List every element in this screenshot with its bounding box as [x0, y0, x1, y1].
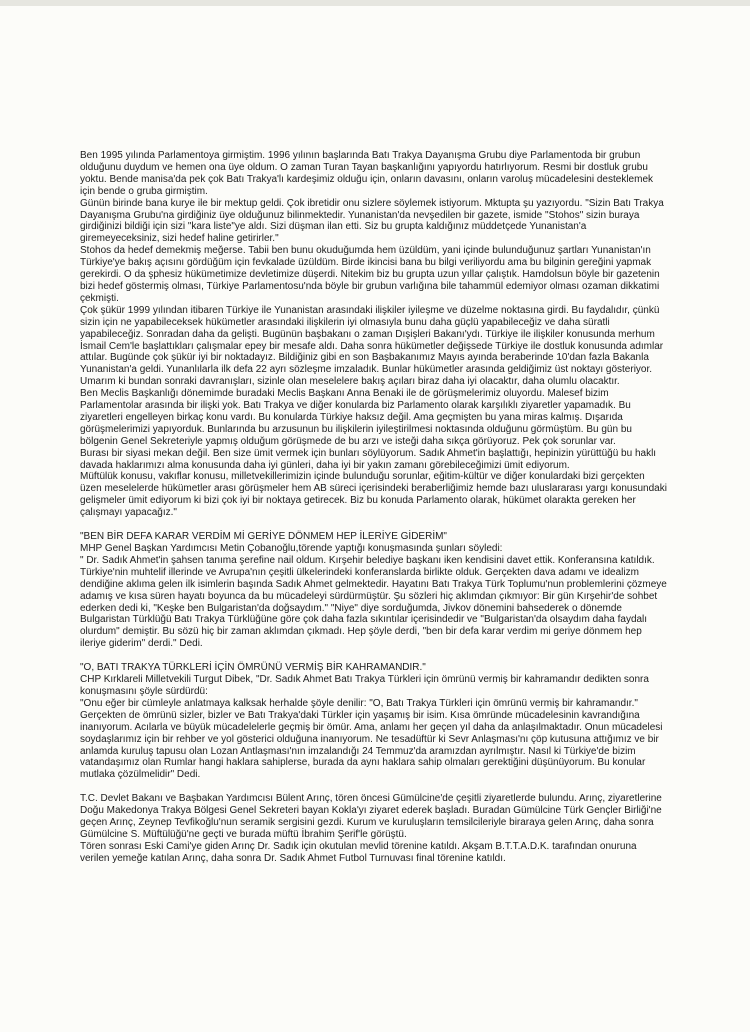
section-gap: [80, 519, 668, 531]
section-gap: [80, 650, 668, 662]
paragraph-parliament-1995: Ben 1995 yılında Parlamentoya girmiştim. 1996 yılının başlarında Batı Trakya Dayanışma Grubu diye Parlamentoda bir grubun olduğunu duydum ve hemen ona üye oldum. O zaman Turan Tayan başkanlığını yapıyordu hatırlıyorum. Resmi bir dostluk grubu yoktu. Bende manisa'da pek çok Batı Trakya'lı kardeşimiz olduğu için, onların davasını, onların varoluş mücadelesini desteklemek için bende o gruba girmiştim.: [80, 150, 654, 197]
paragraph-stohos: Stohos da hedef demekmiş meğerse. Tabii ben bunu okuduğumda hem üzüldüm, yani içinde bulunduğunuz şartları Yunanistan'ın Türkiye'ye bakış açısını gördüğüm için fevkalade üzüldüm. Birde ikincisi bana bu bilgi veriliyordu ama bu bilginin gereğini yapmak gerekirdi. O da şphesiz hükümetimize devletimize düşerdi. Nitekim biz bu grupta uzun yıllar çalıştık. Hamdolsun böyle bir gazetenin bizi hedef göstermiş olması, Türkiye Parlamentosu'nda böyle bir grubun varlığına bile tahammül edemiyor olması ozaman dikkatimi çekmişti.: [80, 245, 660, 304]
paragraph-hope: Burası bir siyasi mekan değil. Ben size ümit vermek için bunları söylüyorum. Sadık Ahmet'in başlattığı, hepinizin yürüttüğü bu haklı davada haklarımızı alma konusunda daha iyi günleri, daha iyi bir yakın zamanı görebileceğimizi ümit ediyorum.: [80, 447, 657, 471]
document-body: [80, 150, 668, 865]
paragraph-dibek-intro: CHP Kırklareli Milletvekili Turgut Dibek, "Dr. Sadık Ahmet Batı Trakya Türkleri için ömrünü vermiş bir kahramandır dedikten sonra konuşmasını şöyle sürdürdü:: [80, 674, 649, 697]
paragraph-mufti-issues: Müftülük konusu, vakıflar konusu, milletvekillerimizin içinde bulunduğu sorunlar, eğitim-kültür ve diğer konulardaki bizi gerçekten üzen meselelerde hükümetler arası görüşmeler hem AB süreci içerisindeki beraberliğimiz hemde bazı uluslararası yargı konusundaki gelişmeler ümit ediyorum ki bizi çok iyi bir noktaya getirecek. Biz bu konuda Parlamento olarak, hükümet olarakta gereken her çalışmayı yapacağız.": [80, 471, 667, 519]
paragraph-cobanoglu-intro: MHP Genel Başkan Yardımcısı Metin Çobanoğlu,törende yaptığı konuşmasında şunları söyledi:: [80, 543, 503, 554]
paragraph-arinc-visits: T.C. Devlet Bakanı ve Başbakan Yardımcısı Bülent Arınç, tören öncesi Gümülcine'de çeşitli ziyaretlerde bulundu. Arınç, ziyaretlerine Doğu Makedonya Trakya Bölgesi Genel Sekreteri bayan Kokla'yı ziyaret ederek başladı. Buradan Gümülcine Türk Gençler Birliği'ne geçen Arınç, Zeynep Tevfikoğlu'nun seramik sergisini gezdi. Kurum ve kuruluşların temsilcileriyle biraraya gelen Arınç, daha sonra Gümülcine S. Müftülüğü'ne geçti ve burada müftü İbrahim Şerif'le görüştü.: [80, 793, 662, 840]
paragraph-courier-letter: Günün birinde bana kurye ile bir mektup geldi. Çok ibretidir onu sizlere söylemek istiyorum. Mktupta şu yazıyordu. "Sizin Batı Trakya Dayanışma Grubu'na girdiğiniz üye olduğunuz bilinmektedir. Yunanistan'da nevşedilen bir gazete, ismide "Stohos" sizin buraya girdiğinizi bildiği için sizi "kara liste"ye aldı. Sizi düşman ilan etti. Siz bu grupta kaldığınız müddetçede Yunanistan'a giremeyeceksiniz, sizi hedef haline getirirler.": [80, 197, 664, 245]
heading-dibek-quote: "O, BATI TRAKYA TÜRKLERİ İÇİN ÖMRÜNÜ VERMİŞ BİR KAHRAMANDIR.": [80, 662, 426, 674]
section-gap: [80, 781, 668, 793]
paragraph-arinc-ceremony: Tören sonrası Eski Cami'ye giden Arınç Dr. Sadık için okutulan mevlid törenine katıldı. Akşam B.T.T.A.D.K. tarafından onuruna verilen yemeğe katılan Arınç, daha sonra Dr. Sadık Ahmet Futbol Turnuvası final törenine katıldı.: [80, 840, 637, 864]
heading-cobanoglu-quote: "BEN BİR DEFA KARAR VERDİM Mİ GERİYE DÖNMEM HEP İLERİYE GİDERİM": [80, 531, 447, 543]
paragraph-relations-1999: Çok şükür 1999 yılından itibaren Türkiye ile Yunanistan arasındaki ilişkiler iyileşme ve düzelme noktasına girdi. Bu faydalıdır, çünkü sizin için ne yapabileceksek hükümetler arasındaki ilişkilerin iyi olmasıyla bunu daha güçlü yapabileceğiz ve daha süratli yapabileceğiz. Sonradan daha da gelişti. Bugünün başbakanı o zaman Dışişleri Bakanı'ydı. Türkiye ile ilişkiler konusunda merhum İsmail Cem'le başlattıkları çalışmalar epey bir mesafe aldı. Daha sonra hükümetler değişsede Türkiye ile dostluk konusunda adımlar attılar. Bugünde çok şükür iyi bir noktadayız. Bildiğiniz gibi en son Başbakanımız Mayıs ayında beraberinde 10'dan fazla Bakanla Yunanistan'a geldi. Yunanlılarla ilk defa 22 ayrı sözleşme imzaladık. Bunlar hükümetler arasında geldiğimiz üst noktayı gösteriyor. Umarım ki bundan sonraki davranışları, sizinle olan meselelere bakış açıları biraz daha iyi olacaktır, daha olumlu olacaktır.: [80, 304, 664, 388]
paragraph-dibek-speech: "Onu eğer bir cümleyle anlatmaya kalksak herhalde şöyle denilir: "O, Batı Trakya Türkleri için ömrünü vermiş bir kahramandır." Gerçekten de ömrünü sizler, bizler ve Batı Trakya'daki Türkler için yaşamış bir isim. Kısa ömründe mücadelesinin kavrandığına inanıyorum. Acılarla ve büyük mücadelelerle geçmiş bir ömür. Ama, anlamı her geçen yıl daha da anlaşılmaktadır. Onun mücadelesi soydaşlarımız için bir rehber ve yol gösterici olduğuna inanıyorum. Ne tesadüftür ki Sevr Anlaşması'nı çöp kutusuna attığımız ve bir anlamda kuruluş tapusu olan Lozan Antlaşması'nın imzalandığı 24 Temmuz'da aramızdan ayrılmıştır. Nasıl ki Türkiye'de bizim vatandaşımız olan Rumlar hangi haklara sahiplerse, burada da aynı haklara sahip olmaları gerektiğini düşünüyorum. Bu konular mutlaka çözülmelidir" Dedi.: [80, 697, 663, 781]
paragraph-cobanoglu-speech: " Dr. Sadık Ahmet'in şahsen tanıma şerefine nail oldum. Kırşehir belediye başkanı iken kendisini davet ettik. Konferansına katıldık. Türkiye'nin muhtelif illerinde ve Avrupa'nın çeşitli ülkelerindeki konferanslarda birlikte olduk. Gerçekten dava adamı ve idealizm dendiğine aklıma gelen ilk isimlerin başında Sadık Ahmet gelmektedir. Hayatını Batı Trakya Türk Toplumu'nun problemlerini çözmeye adamış ve kısa süren hayatı boyunca da bu mücadeleyi sürdürmüştür. Şu sözleri hiç aklımdan çıkmıyor: Bir gün Kırşehir'de sohbet ederken dedi ki, "Keşke ben Bulgaristan'da doğsaydım." "Niye" diye sorduğumda, Jivkov dönemini bahsederek o dönemde Bulgaristan Türklüğü Batı Trakya Türklüğüne göre çok daha fazla sıkıntılar içerisindedir ve "Bulgaristan'da olsaydım daha faydalı olurdum" demiştir. Bu sözü hiç bir zaman aklımdan çıkmadı. Hep şöyle derdi, "ben bir defa karar verdim mi geriye dönmem hep ileriye giderim" derdi." Dedi.: [80, 554, 667, 650]
paragraph-parliament-speaker: Ben Meclis Başkanlığı dönemimde buradaki Meclis Başkanı Anna Benaki ile de görüşmelerimiz oluyordu. Malesef bizim Parlamentolar arasında bir ilişki yok. Batı Trakya ve diğer konularda biz Parlamento olarak karşılıklı ziyaretler yapamadık. Bu ziyaretleri engelleyen birkaç konu vardı. Bu konularda Türkiye haksız değil. Ama geçmişten bu yana miras kalmış. Dışarıda görüşmelerimizi yapıyorduk. Bunlarında bu arzusunun bu ilişkilerin iyileştirilmesi noktasında olduğunu görmüştüm. Bu gün bu bölgenin Genel Sekreteriyle yapmış olduğum görüşmede de bu arzı ve isteği daha sıkça görüyoruz. Pek çok sorunlar var.: [80, 388, 632, 447]
